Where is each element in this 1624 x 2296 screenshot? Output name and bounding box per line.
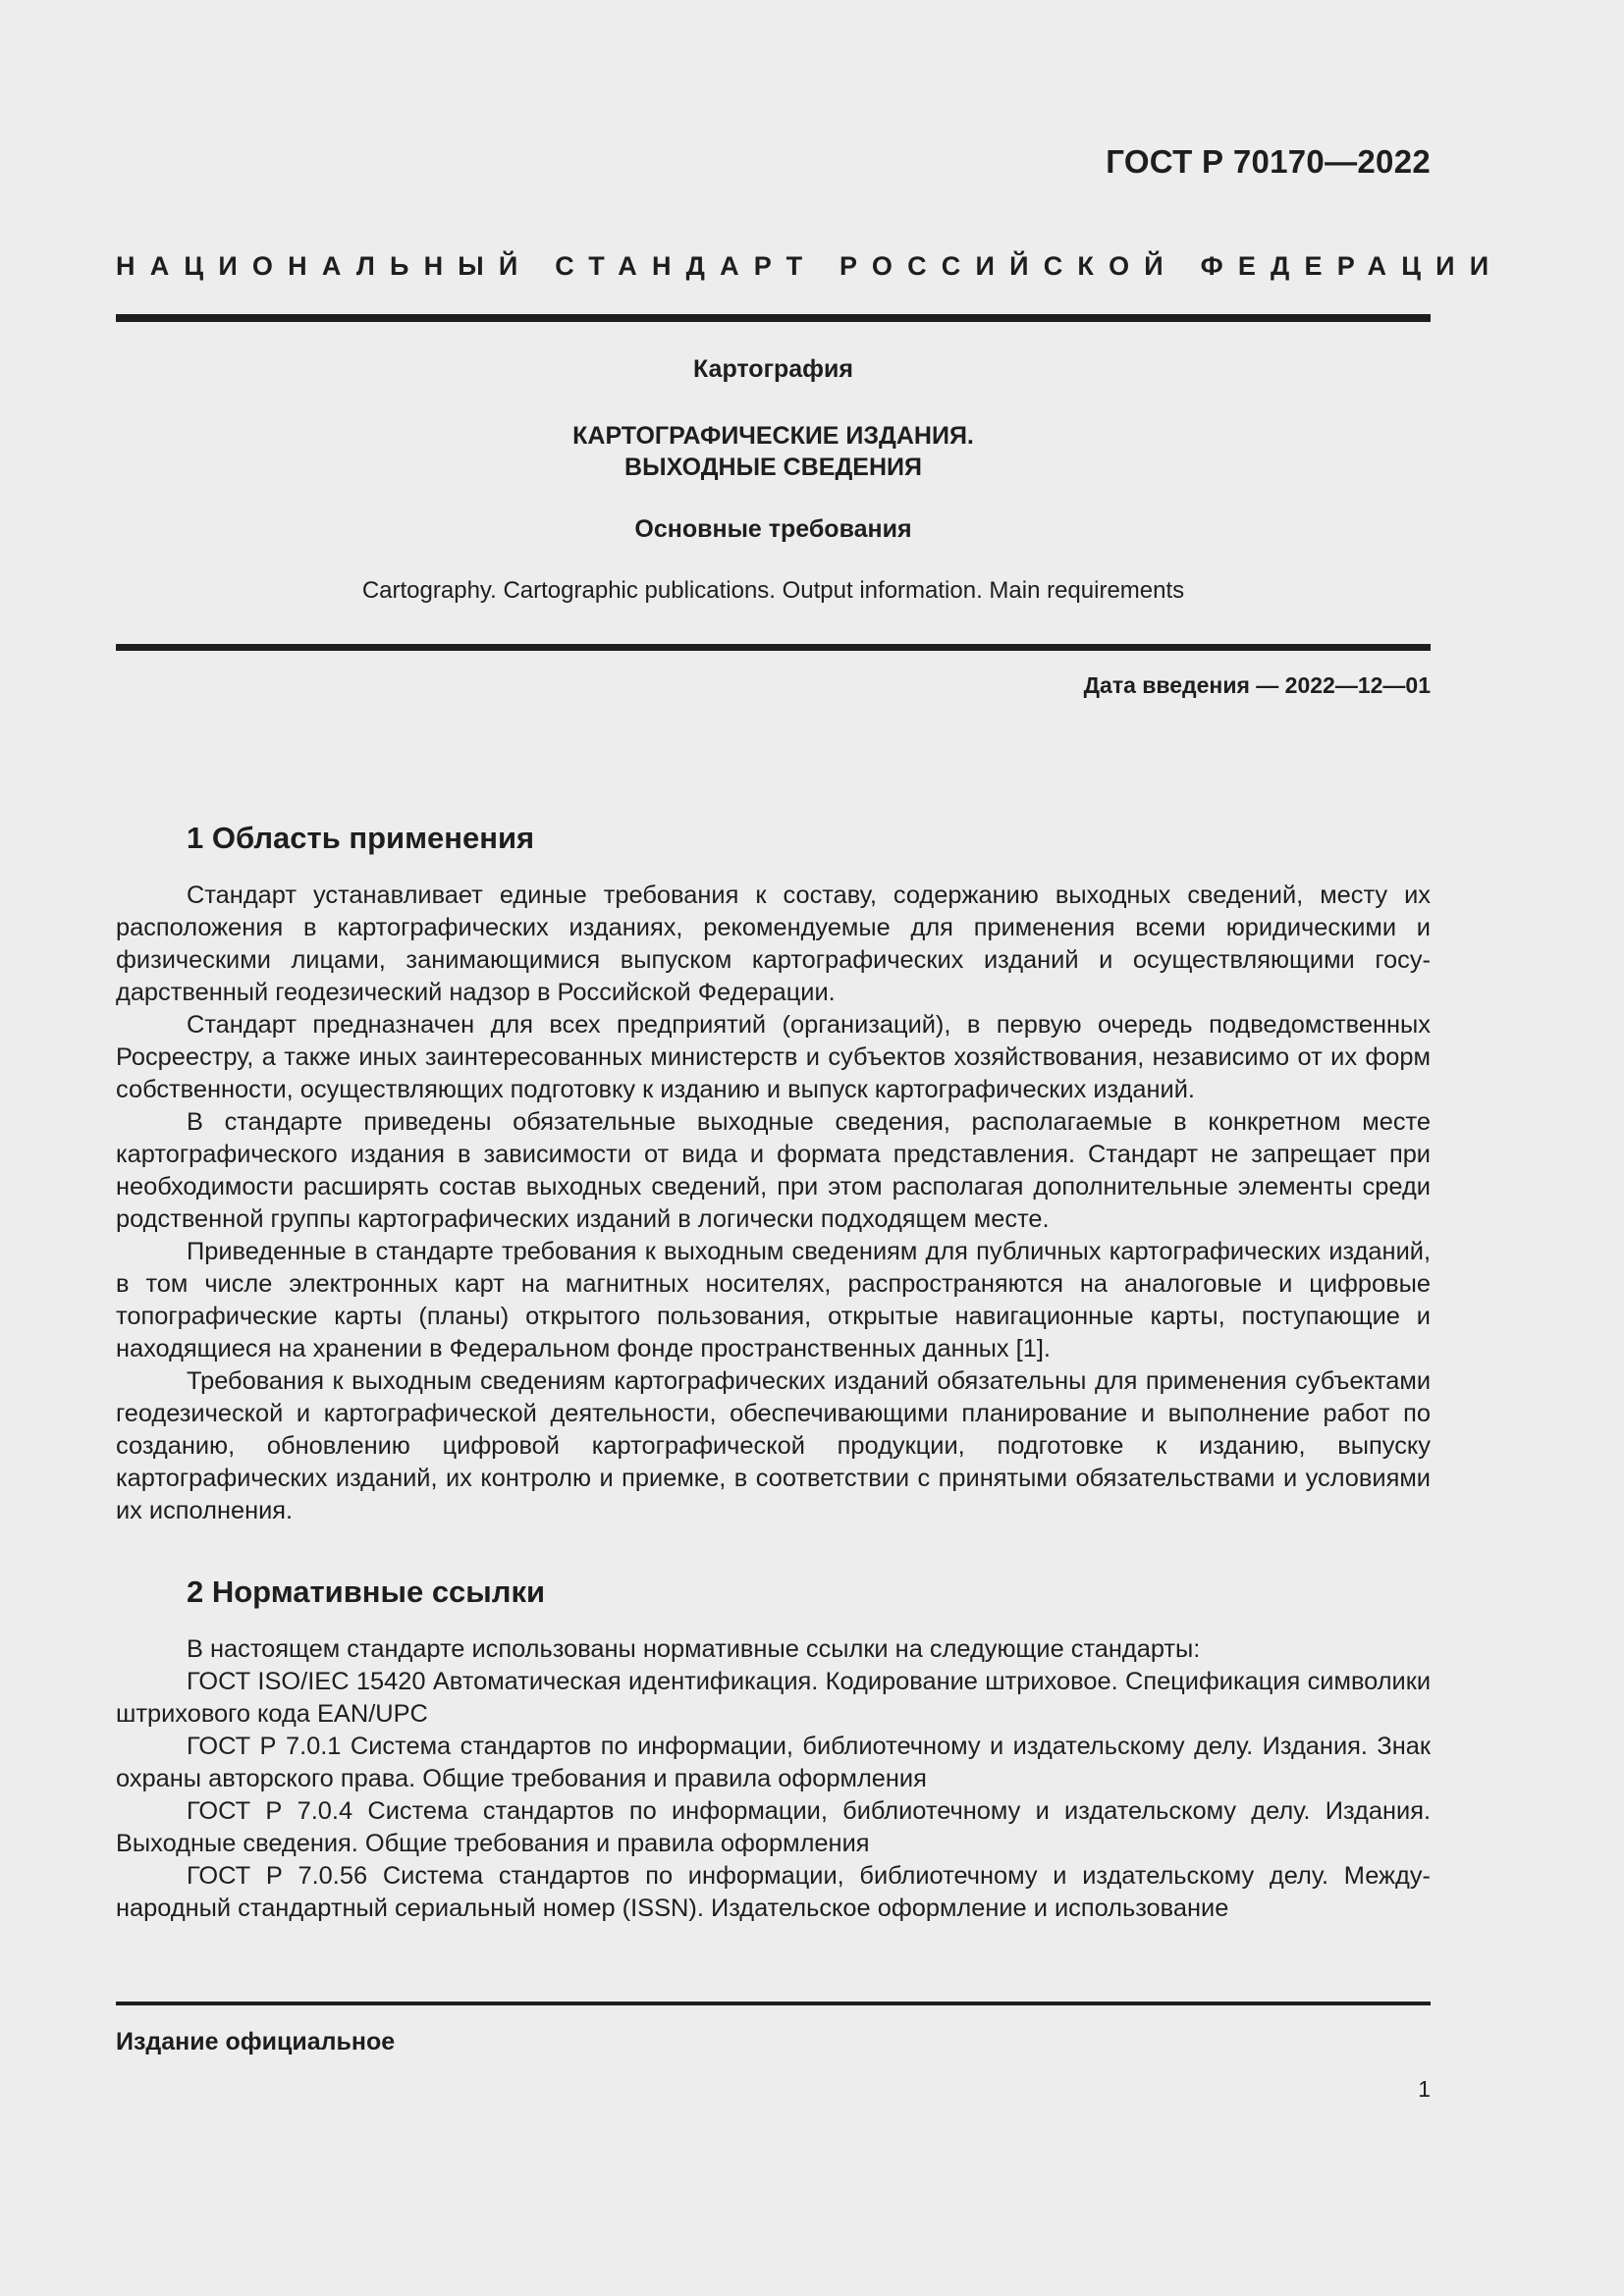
paragraph: В стандарте приведены обязательные выходные сведения, располагаемые в конкретном месте картографического издания в зависимости от вида и формата представления. Стандарт не запрещает при необходимости расширять состав выходных сведений, при этом располагая дополнительные элементы среди родственной группы картографических изданий в логически подходящем месте. — [116, 1108, 1431, 1233]
paragraph: Стандарт предназначен для всех предприятий (организаций), в первую очередь подведомственных Росреестру, а также иных заинтересованных министерств и субъектов хозяйствования, независимо от их форм собственности, осуществляющих подготовку к изданию и выпуск картографических изданий. — [116, 1011, 1431, 1103]
introduction-date: Дата введения — 2022—12—01 — [1083, 672, 1431, 698]
section-2-body — [116, 1633, 1431, 1925]
top-divider — [116, 314, 1431, 322]
paragraph: В настоящем стандарте использованы нормативные ссылки на следующие стандарты: — [187, 1635, 1201, 1663]
section-1-heading: 1 Область применения — [187, 821, 535, 855]
reference-item: ГОСТ Р 7.0.4 Система стандартов по информации, библиотечному и издательскому делу. Издания. Выходные сведения. Общие требования и правила оформления — [116, 1797, 1431, 1857]
paragraph: Стандарт устанавливает единые требования к составу, содержанию выходных сведений, месту их расположения в картографических изданиях, рекомендуемые для применения всеми юридическими и физическими лицами, занимающимися выпуском картографических изданий и осуществляющими государственный геодезический надзор в Российской Федерации. — [116, 881, 1431, 1006]
national-standard-banner: НАЦИОНАЛЬНЫЙ СТАНДАРТ РОССИЙСКОЙ ФЕДЕРАЦИИ — [116, 251, 1504, 281]
title-divider — [116, 644, 1431, 651]
english-title: Cartography. Cartographic publications. Output information. Main requirements — [361, 577, 1185, 604]
document-subtitle: Основные требования — [634, 515, 912, 543]
field-name: Картография — [692, 355, 853, 383]
section-2-heading: 2 Нормативные ссылки — [187, 1575, 546, 1609]
official-edition-label: Издание официальное — [116, 2028, 396, 2056]
title-line-1: КАРТОГРАФИЧЕСКИЕ ИЗДАНИЯ. — [572, 422, 974, 450]
paragraph: Приведенные в стандарте требования к выходным сведениям для публичных картографических изданий, в том числе электронных карт на магнитных носителях, распространяются на аналоговые и цифровые топографические карты (планы) открытого пользования, открытые навигационные карты, поступающие и находящиеся на хранении в Федеральном фонде пространственных данных [1]. — [116, 1238, 1431, 1362]
reference-item: ГОСТ Р 7.0.1 Система стандартов по информации, библиотечному и издательскому делу. Издания. Знак охраны авторского права. Общие требования и правила оформления — [116, 1733, 1431, 1792]
footer-divider — [116, 2002, 1431, 2005]
document-page — [116, 0, 1504, 2296]
paragraph: Требования к выходным сведениям картографических изданий обязательны для применения субъектами геодезической и картографической деятельности, обеспечивающими планирование и выполнение работ по созданию, обновлению цифровой картографической продукции, подготовке к изданию, выпуску картографических изданий, их контролю и приемке, в соответствии с принятыми обязательствами и условиями их исполнения. — [116, 1367, 1431, 1524]
reference-item: ГОСТ Р 7.0.56 Система стандартов по информации, библиотечному и издательскому делу. Международный стандартный сериальный номер (ISSN). Издательское оформление и использование — [116, 1862, 1431, 1922]
title-line-2: ВЫХОДНЫЕ СВЕДЕНИЯ — [624, 454, 922, 481]
reference-item: ГОСТ ISO/IEC 15420 Автоматическая идентификация. Кодирование штриховое. Спецификация символики штрихового кода EAN/UPC — [116, 1668, 1431, 1728]
document-title — [116, 420, 1431, 483]
page-number: 1 — [1418, 2076, 1431, 2102]
section-1-body — [116, 880, 1431, 1527]
document-number: ГОСТ Р 70170—2022 — [1106, 143, 1431, 180]
